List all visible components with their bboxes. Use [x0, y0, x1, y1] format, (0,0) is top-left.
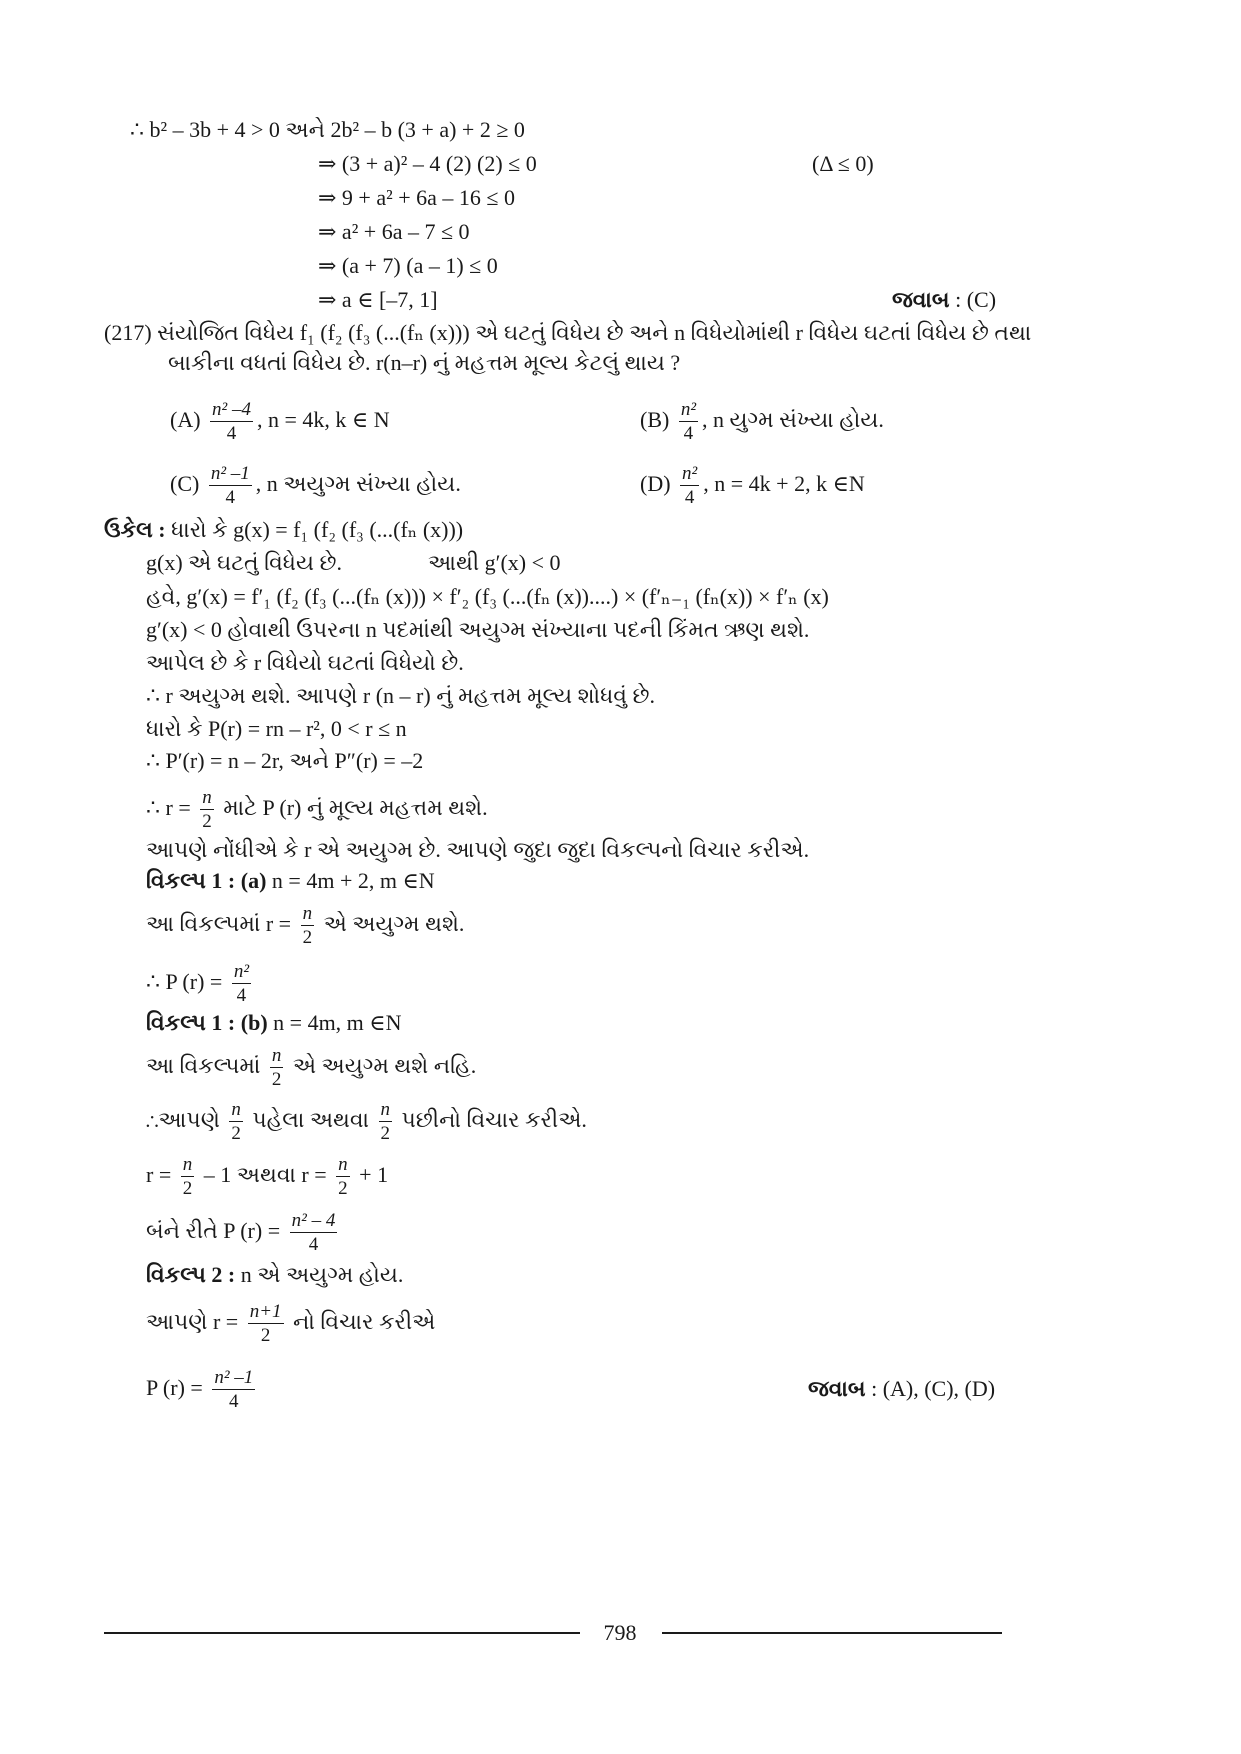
case-2-line: આપણે r = $\frac{n+1}{2}$ નો વિચાર કરીએ [146, 1301, 436, 1347]
fraction: $\frac{n}{2}$ [302, 903, 313, 949]
fraction: $\frac{\text{n² – 4}}{4}$ [291, 1210, 336, 1256]
case-2-heading: વિકલ્પ 2 : n એ અયુગ્મ હોય. [146, 1262, 404, 1287]
answer-prev [892, 285, 996, 315]
solution-line: g′(x) < 0 હોવાથી ઉપરના n પદમાંથી અયુગ્મ સંખ્યાના પદની કિંમત ઋણ થશે. [146, 617, 810, 642]
solution-line: હવે, g′(x) = f′₁ (f₂ (f₃ (...(fₙ (x))) × f′₂ (f₃ (...(fₙ (x))....) × (f′ₙ₋₁ (fₙ(x)) × f′ₙ (x) [146, 584, 829, 609]
question-line-2: બાકીના વધતાં વિધેય છે. r(n–r) નું મહત્તમ મૂલ્ય કેટલું થાય ? [168, 350, 681, 375]
case-1b-result: બંને રીતે P (r) = $\frac{\text{n² – 4}}{4}$ [146, 1210, 336, 1256]
fraction: $\frac{\text{n² –1}}{4}$ [214, 1367, 254, 1413]
answer-final [808, 1374, 995, 1404]
fraction: $\frac{\text{n²}}{4}$ [682, 463, 698, 509]
fraction: $\frac{n}{2}$ [380, 1099, 391, 1145]
option-a: (A) $\frac{\text{n² –4}}{4}$ , n = 4k, k ∈ N [170, 399, 390, 445]
solution-line: g(x) એ ઘટતું વિધેય છે. [146, 550, 343, 575]
question-line-1 [104, 318, 1031, 348]
fraction: $\frac{n}{2}$ [271, 1045, 282, 1091]
option-d: (D) $\frac{\text{n²}}{4}$ , n = 4k + 2, k ∈N [640, 463, 865, 509]
footer-rule-left [104, 1632, 580, 1634]
solution-line: ∴ P′(r) = n – 2r, અને P″(r) = –2 [146, 748, 424, 773]
case-1a-result: ∴ P (r) = $\frac{\text{n²}}{4}$ [146, 961, 250, 1007]
inequality-line: ∴ b² – 3b + 4 > 0 અને 2b² – b (3 + a) + 2 ≥ 0 [130, 117, 525, 142]
discriminant-note: (Δ ≤ 0) [812, 151, 874, 176]
answer-value: : (A), (C), (D) [871, 1376, 996, 1401]
solution-line: આથી g′(x) < 0 [428, 550, 561, 575]
case-1b-line: આ વિકલ્પમાં $\frac{n}{2}$ એ અયુગ્મ થશે નહિ. [146, 1045, 477, 1091]
fraction: $\frac{n+1}{2}$ [249, 1301, 282, 1347]
solution-label: ઉકેલ : [104, 517, 166, 542]
fraction: $\frac{n}{2}$ [202, 787, 212, 833]
solution-line-max: ∴ r = $\frac{n}{2}$ માટે P (r) નું મૂલ્ય મહત્તમ થશે. [146, 787, 488, 833]
question-number: (217) [104, 320, 152, 345]
solution-line: ∴ r અયુગ્મ થશે. આપણે r (n – r) નું મહત્તમ મૂલ્ય શોધવું છે. [146, 683, 655, 708]
fraction: $\frac{n}{2}$ [338, 1154, 348, 1200]
fraction: $\frac{\text{n²}}{4}$ [680, 399, 697, 445]
fraction: $\frac{n}{2}$ [231, 1099, 241, 1145]
step-line: ⇒ a ∈ [–7, 1] [318, 287, 438, 312]
fraction: $\frac{\text{n² –1}}{4}$ [210, 463, 250, 509]
footer-rule-right [662, 1632, 1002, 1634]
fraction: $\frac{\text{n² –4}}{4}$ [212, 399, 251, 445]
question-text: સંયોજિત વિધેય f₁ (f₂ (f₃ (...(fₙ (x))) એ ઘટતું વિધેય છે અને n વિધેયોમાંથી r વિધેય ઘટતાં વિધેય છે તથા [157, 320, 1032, 345]
solution-line: આપણે નોંધીએ કે r એ અયુગ્મ છે. આપણે જુદા જુદા વિકલ્પનો વિચાર કરીએ. [146, 837, 810, 862]
case-1b-line: r = $\frac{n}{2}$ – 1 અથવા r = $\frac{n}{2}$ + 1 [146, 1154, 389, 1200]
step-line: ⇒ (3 + a)² – 4 (2) (2) ≤ 0 [318, 151, 537, 176]
solution-line: ધારો કે P(r) = rn – r², 0 < r ≤ n [146, 716, 407, 741]
solution-line: આપેલ છે કે r વિધેયો ઘટતાં વિધેયો છે. [146, 650, 464, 675]
answer-value: : (C) [955, 287, 997, 312]
answer-label: જવાબ [892, 287, 950, 312]
option-b: (B) $\frac{\text{n²}}{4}$ , n યુગ્મ સંખ્યા હોય. [640, 399, 884, 445]
fraction: $\frac{\text{n²}}{4}$ [233, 961, 250, 1007]
case-1a-line: આ વિકલ્પમાં r = $\frac{n}{2}$ એ અયુગ્મ થશે. [146, 903, 465, 949]
case-1a-heading: વિકલ્પ 1 : (a) n = 4m + 2, m ∈N [146, 868, 435, 893]
step-line: ⇒ a² + 6a – 7 ≤ 0 [318, 219, 470, 244]
option-c: (C) $\frac{\text{n² –1}}{4}$ , n અયુગ્મ સંખ્યા હોય. [170, 463, 461, 509]
step-line: ⇒ 9 + a² + 6a – 16 ≤ 0 [318, 185, 515, 210]
step-line: ⇒ (a + 7) (a – 1) ≤ 0 [318, 253, 498, 278]
answer-label: જવાબ [808, 1376, 866, 1401]
case-1b-heading: વિકલ્પ 1 : (b) n = 4m, m ∈N [146, 1010, 402, 1035]
solution-line-1: ઉકેલ : ધારો કે g(x) = f₁ (f₂ (f₃ (...(fₙ (x))) [104, 517, 464, 542]
page-number: 798 [603, 1620, 637, 1645]
fraction: $\frac{n}{2}$ [182, 1154, 193, 1200]
case-2-result: P (r) = $\frac{\text{n² –1}}{4}$ [146, 1367, 254, 1413]
case-1b-line: ∴આપણે $\frac{n}{2}$ પહેલા અથવા $\frac{n}{2}$ પછીનો વિચાર કરીએ. [146, 1099, 587, 1145]
